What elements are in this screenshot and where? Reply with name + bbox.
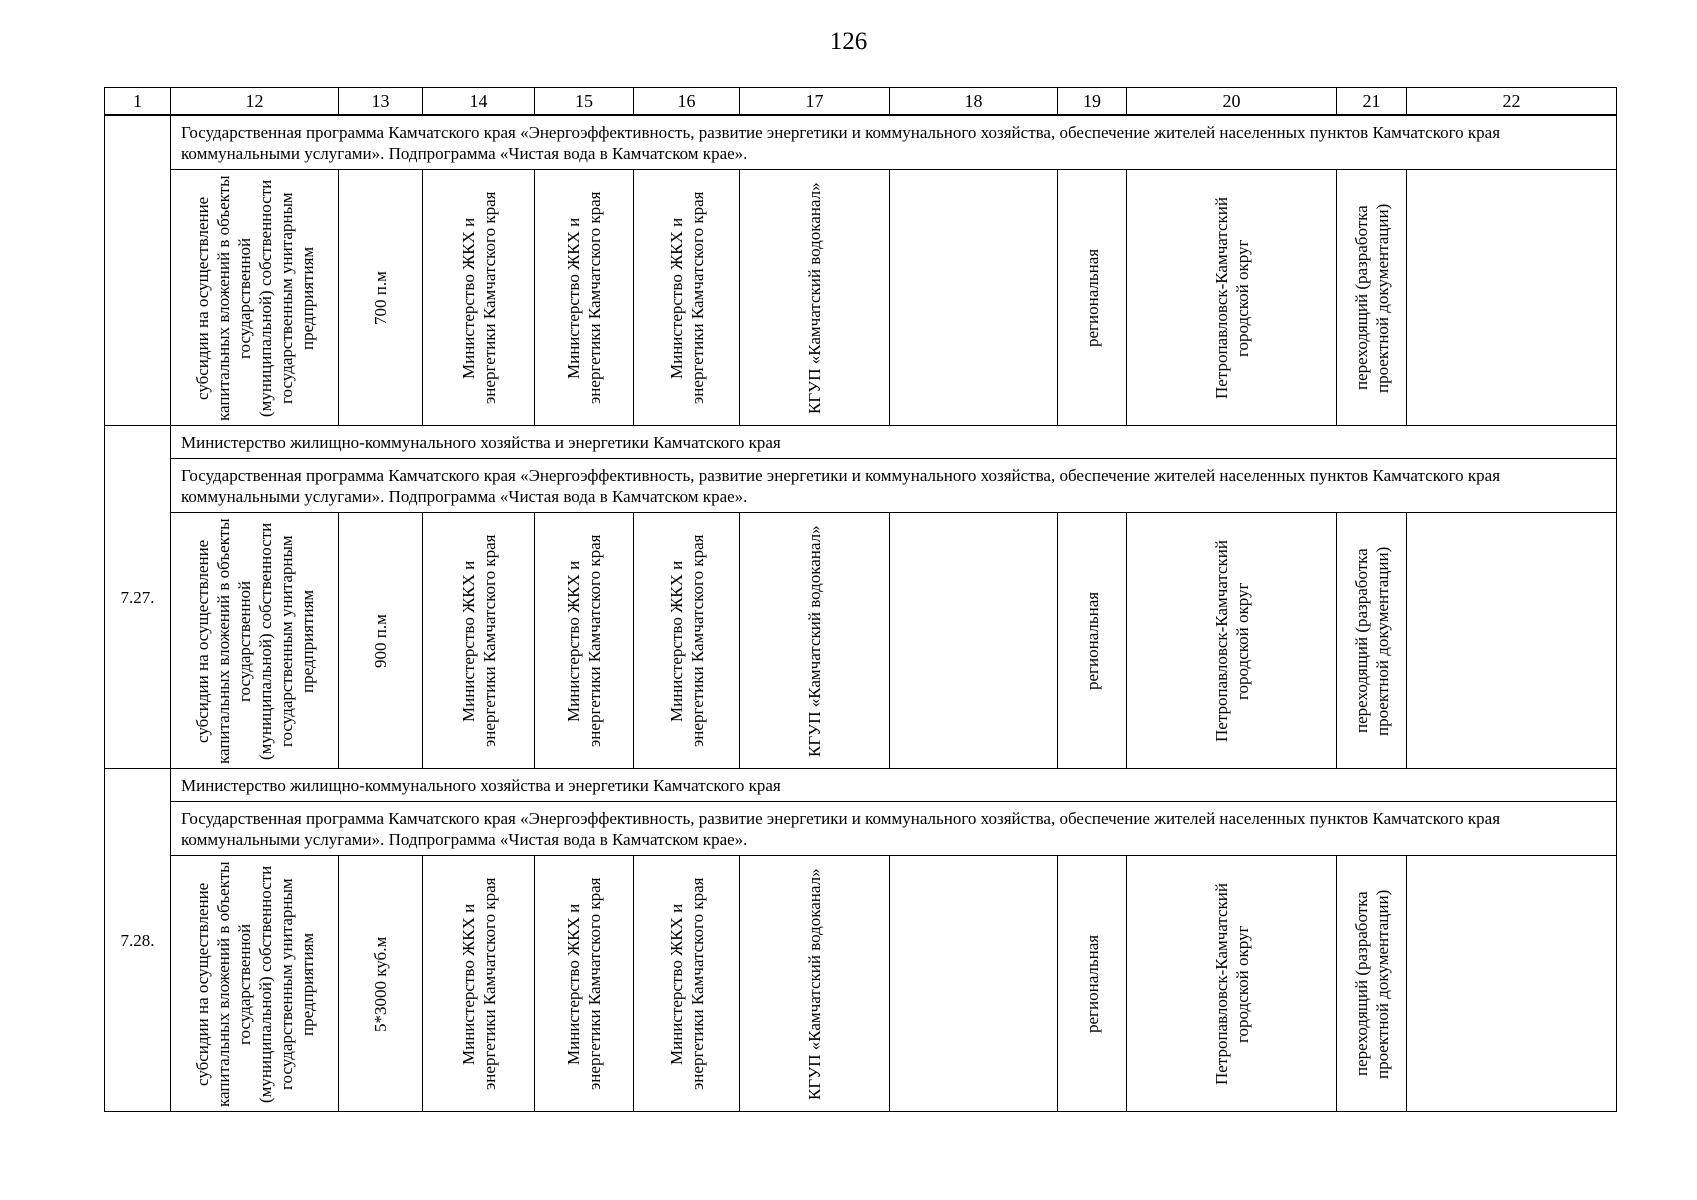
column-header: 14	[423, 88, 535, 116]
ministry-row	[105, 426, 1617, 459]
column-header: 1	[105, 88, 171, 116]
customer-cell: Министерство ЖКХ и энергетики Камчатского края	[423, 170, 535, 426]
capacity-cell: 5*3000 куб.м	[339, 856, 423, 1112]
developer-cell: Министерство ЖКХ и энергетики Камчатского края	[535, 513, 634, 769]
column-header: 19	[1058, 88, 1127, 116]
location-cell: Петропавловск-Камчатский городской округ	[1127, 170, 1337, 426]
capacity-cell: 900 п.м	[339, 513, 423, 769]
table-row	[105, 513, 1617, 769]
column-header: 22	[1407, 88, 1617, 116]
subsidy-cell: субсидии на осуществление капитальных вложений в объекты государственной (муниципальной) собственности государственным унитарным предприятиям	[171, 170, 339, 426]
column-header: 12	[171, 88, 339, 116]
column-header: 17	[740, 88, 890, 116]
status-cell: переходящий (разработка проектной документации)	[1337, 513, 1407, 769]
program-row	[105, 802, 1617, 856]
status-cell: переходящий (разработка проектной документации)	[1337, 170, 1407, 426]
recipient-cell: КГУП «Камчатский водоканал»	[740, 513, 890, 769]
column-header: 20	[1127, 88, 1337, 116]
ministry-row	[105, 769, 1617, 802]
manager-cell: Министерство ЖКХ и энергетики Камчатского края	[634, 170, 740, 426]
column-header: 13	[339, 88, 423, 116]
empty-cell	[1407, 856, 1617, 1112]
empty-cell	[890, 513, 1058, 769]
customer-cell: Министерство ЖКХ и энергетики Камчатского края	[423, 513, 535, 769]
ministry-title: Министерство жилищно-коммунального хозяйства и энергетики Камчатского края	[171, 426, 1617, 459]
location-cell: Петропавловск-Камчатский городской округ	[1127, 856, 1337, 1112]
column-header: 18	[890, 88, 1058, 116]
table-row	[105, 856, 1617, 1112]
page-number: 126	[829, 28, 868, 55]
subsidy-cell: субсидии на осуществление капитальных вложений в объекты государственной (муниципальной) собственности государственным унитарным предприятиям	[171, 856, 339, 1112]
empty-cell	[890, 170, 1058, 426]
ownership-cell: региональная	[1058, 856, 1127, 1112]
empty-cell	[1407, 513, 1617, 769]
program-row	[105, 459, 1617, 513]
row-number: 7.28.	[105, 769, 171, 1112]
column-header-row	[105, 88, 1617, 116]
status-cell: переходящий (разработка проектной документации)	[1337, 856, 1407, 1112]
recipient-cell: КГУП «Камчатский водоканал»	[740, 170, 890, 426]
table-row	[105, 170, 1617, 426]
customer-cell: Министерство ЖКХ и энергетики Камчатского края	[423, 856, 535, 1112]
empty-cell	[890, 856, 1058, 1112]
ownership-cell: региональная	[1058, 513, 1127, 769]
ministry-title: Министерство жилищно-коммунального хозяйства и энергетики Камчатского края	[171, 769, 1617, 802]
manager-cell: Министерство ЖКХ и энергетики Камчатского края	[634, 856, 740, 1112]
program-title: Государственная программа Камчатского края «Энергоэффективность, развитие энергетики и коммунального хозяйства, обеспечение жителей населенных пунктов Камчатского края коммунальными услугами». Подпрограмма «Чистая вода в Камчатском крае».	[171, 459, 1617, 513]
column-header: 15	[535, 88, 634, 116]
capacity-cell: 700 п.м	[339, 170, 423, 426]
recipient-cell: КГУП «Камчатский водоканал»	[740, 856, 890, 1112]
investment-table	[104, 87, 1617, 1112]
row-number	[105, 115, 171, 426]
developer-cell: Министерство ЖКХ и энергетики Камчатского края	[535, 170, 634, 426]
row-number: 7.27.	[105, 426, 171, 769]
column-header: 16	[634, 88, 740, 116]
program-title: Государственная программа Камчатского края «Энергоэффективность, развитие энергетики и коммунального хозяйства, обеспечение жителей населенных пунктов Камчатского края коммунальными услугами». Подпрограмма «Чистая вода в Камчатском крае».	[171, 115, 1617, 170]
program-title: Государственная программа Камчатского края «Энергоэффективность, развитие энергетики и коммунального хозяйства, обеспечение жителей населенных пунктов Камчатского края коммунальными услугами». Подпрограмма «Чистая вода в Камчатском крае».	[171, 802, 1617, 856]
ownership-cell: региональная	[1058, 170, 1127, 426]
manager-cell: Министерство ЖКХ и энергетики Камчатского края	[634, 513, 740, 769]
column-header: 21	[1337, 88, 1407, 116]
subsidy-cell: субсидии на осуществление капитальных вложений в объекты государственной (муниципальной) собственности государственным унитарным предприятиям	[171, 513, 339, 769]
program-row	[105, 115, 1617, 170]
developer-cell: Министерство ЖКХ и энергетики Камчатского края	[535, 856, 634, 1112]
empty-cell	[1407, 170, 1617, 426]
location-cell: Петропавловск-Камчатский городской округ	[1127, 513, 1337, 769]
